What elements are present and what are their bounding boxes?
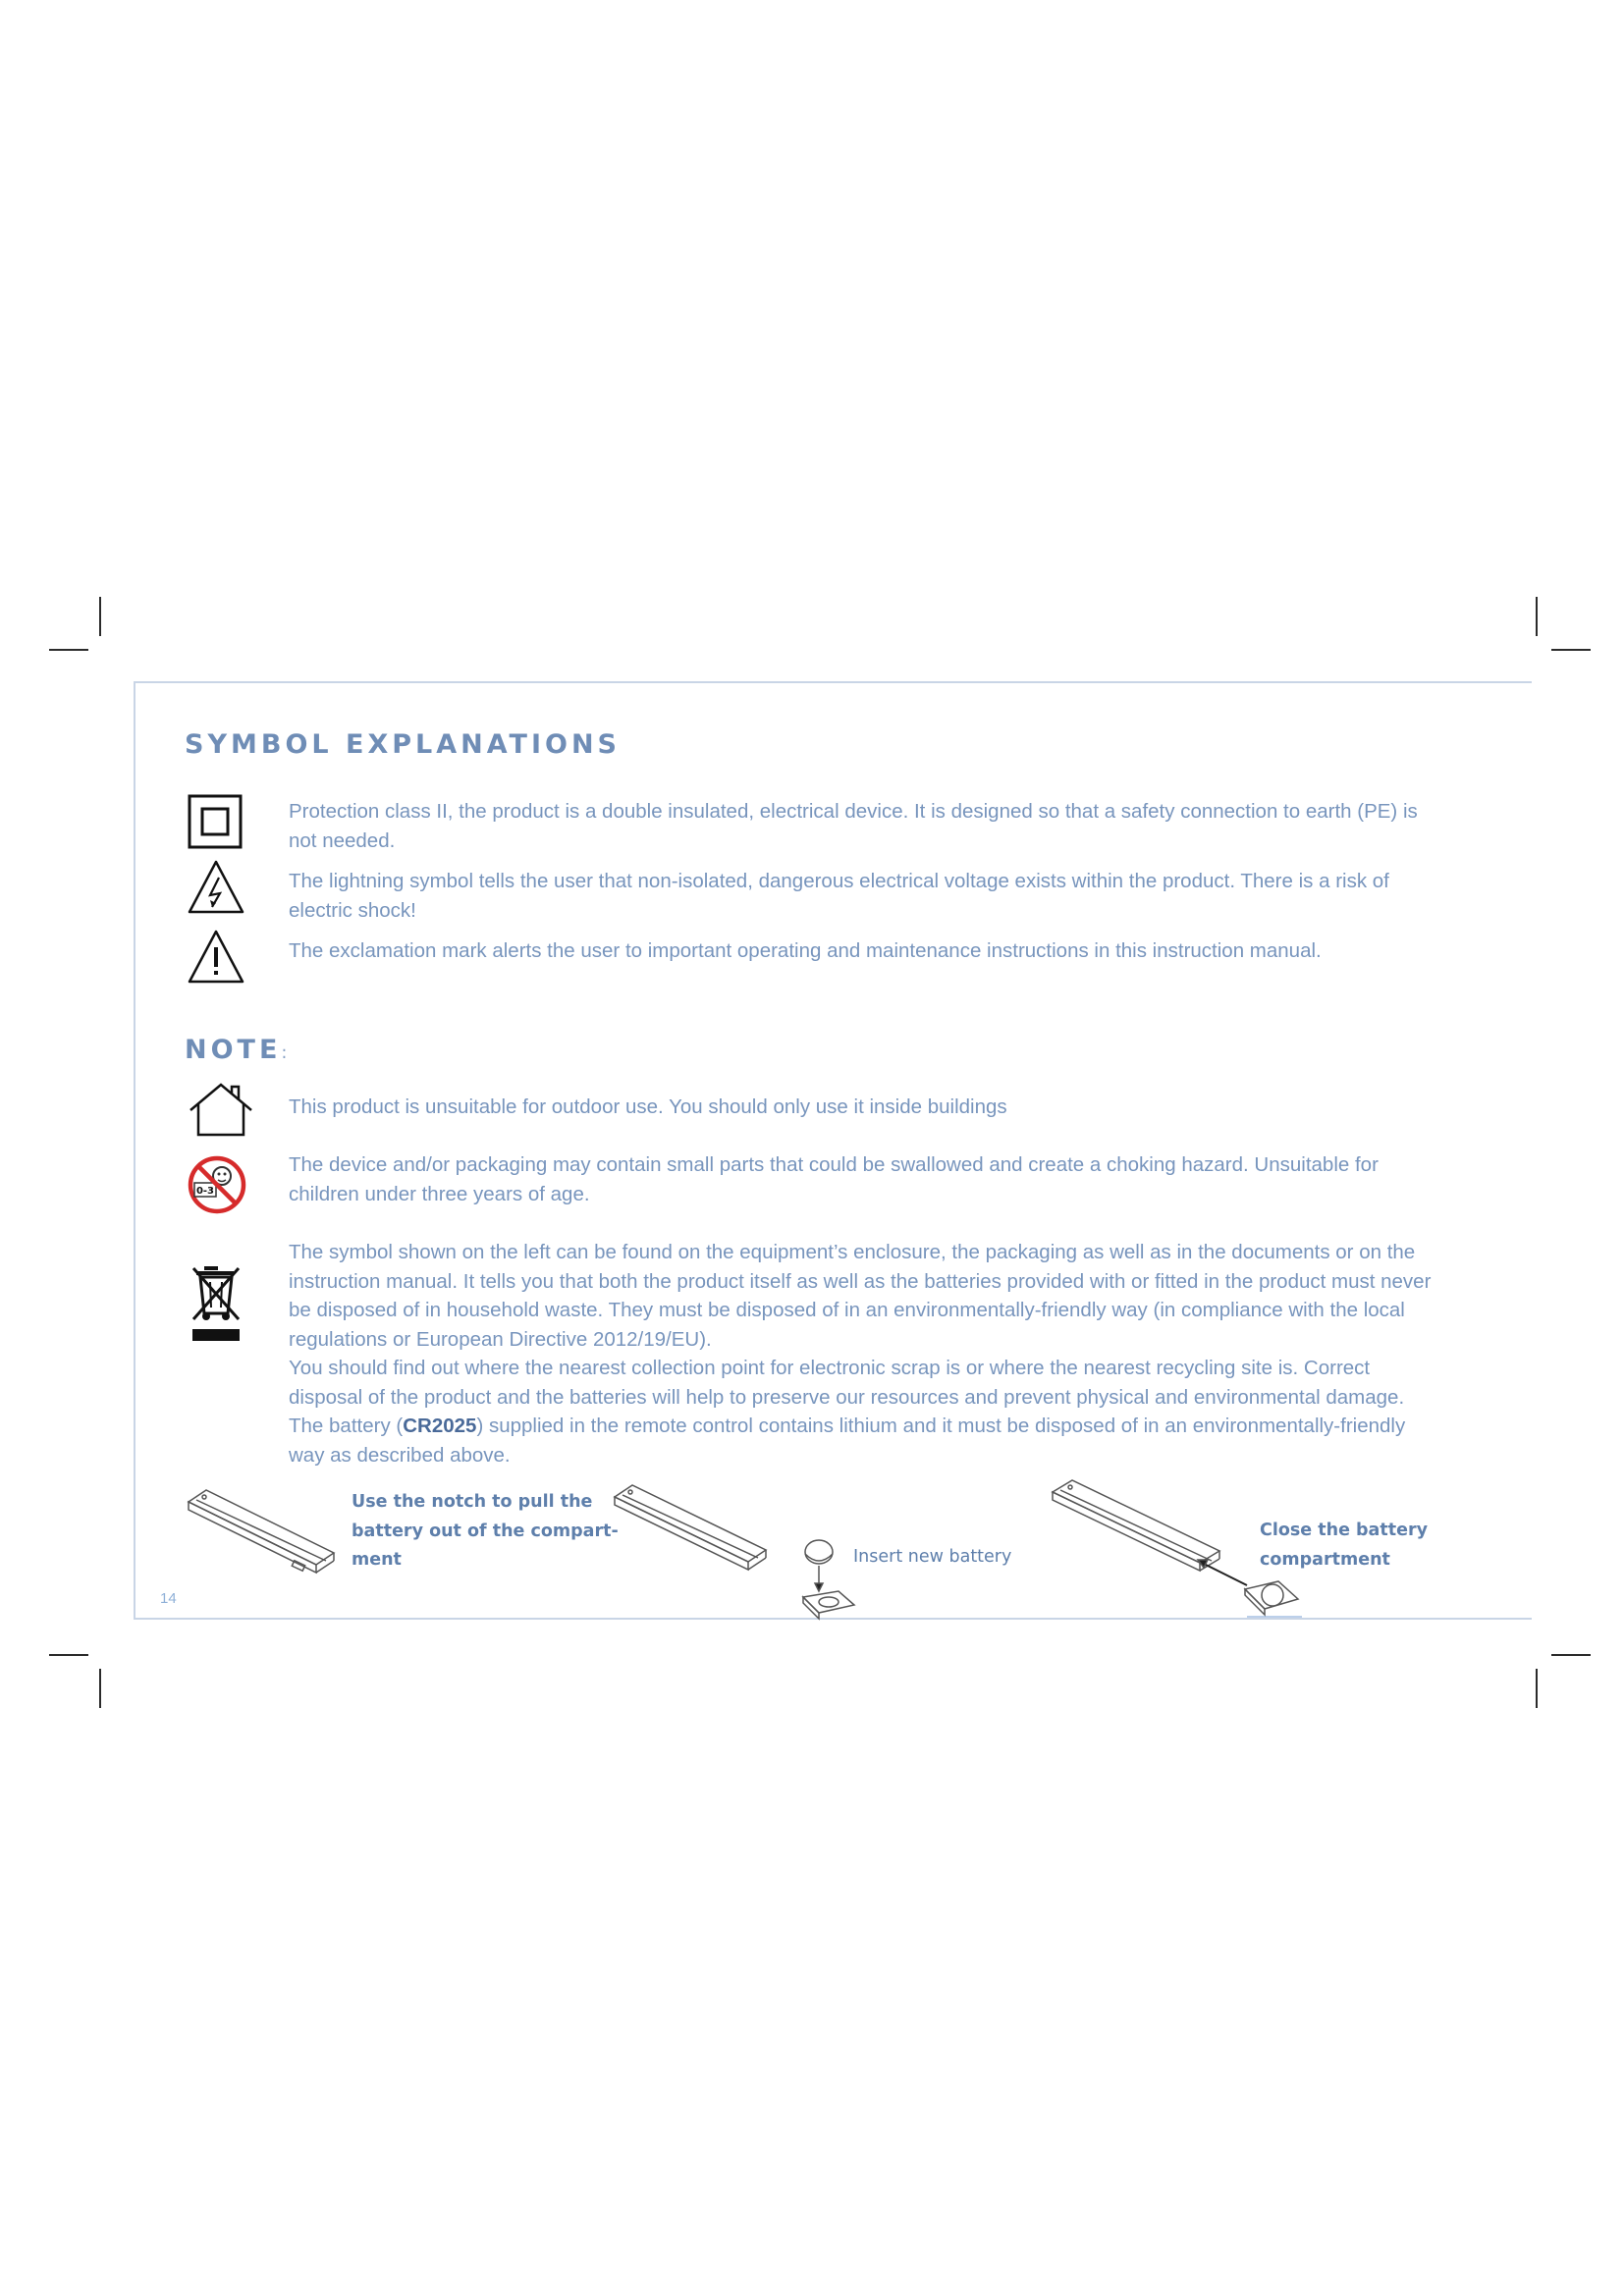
- age-badge: 0-3: [195, 1186, 215, 1197]
- section-title-symbols: SYMBOL EXPLANATIONS: [185, 729, 622, 760]
- not-for-children-0-3-icon: [187, 1154, 247, 1215]
- weee-paragraph-2-end: ) supplied in the remote control contains lithium and it must be disposed of in an environmentally-friendly way as described above.: [289, 1415, 1406, 1467]
- exclamation-warning-icon: [187, 928, 245, 985]
- note-title: NOTE: [185, 1035, 282, 1065]
- symbol-description: Protection class II, the product is a double insulated, electrical device. It is designed so that a safety connection to earth (PE) is not needed.: [289, 800, 1418, 852]
- step-3-caption: [1260, 1517, 1428, 1575]
- step-1-line-1: Use the notch to pull the: [352, 1492, 593, 1512]
- lightning-warning-icon: [187, 858, 245, 915]
- house-icon: [187, 1080, 255, 1139]
- crop-mark: [1551, 649, 1591, 651]
- note-colon: :: [281, 1042, 288, 1063]
- crop-mark: [1536, 1669, 1538, 1708]
- crop-mark: [1536, 597, 1538, 636]
- crop-mark: [99, 597, 101, 636]
- step-1-caption: [352, 1488, 619, 1575]
- step-3-line-1: Close the battery: [1260, 1521, 1429, 1540]
- remote-control-illustration: [183, 1482, 340, 1580]
- symbol-description: The exclamation mark alerts the user to important operating and maintenance instructions in this instruction manual.: [289, 939, 1322, 962]
- note-indoor-text: This product is unsuitable for outdoor use. You should only use it inside buildings: [289, 1095, 1007, 1118]
- section-title-note: [185, 1035, 288, 1065]
- crossed-out-bin-icon: [190, 1262, 242, 1345]
- step-1-line-3: ment: [352, 1550, 402, 1570]
- crop-mark: [49, 1654, 88, 1656]
- step-2-caption: Insert new battery: [853, 1547, 1012, 1567]
- crop-mark: [99, 1669, 101, 1708]
- crop-mark: [1551, 1654, 1591, 1656]
- step-1-line-2: battery out of the compart-: [352, 1521, 619, 1541]
- remote-control-illustration: [609, 1477, 776, 1575]
- note-small-parts-text: The device and/or packaging may contain small parts that could be swallowed and create a choking hazard. Unsuitable for children under three years of age.: [289, 1153, 1379, 1205]
- protection-class-ii-icon: [187, 793, 244, 850]
- crop-mark: [49, 649, 88, 651]
- battery-model: CR2025: [403, 1415, 477, 1437]
- step-3-line-2: compartment: [1260, 1549, 1390, 1570]
- weee-paragraph-1: The symbol shown on the left can be found on the equipment’s enclosure, the packaging as well as in the documents or on the instruction manual. It tells you that both the product itself as well as the batteries provided with or fitted in the product must never be disposed of in household waste. They must be disposed of in an environmentally-friendly way (in compliance with the local regulations or European Directive 2012/19/EU).: [289, 1241, 1432, 1351]
- page-number: 14: [160, 1590, 177, 1607]
- weee-paragraph-2: You should find out where the nearest collection point for electronic scrap is or where the nearest recycling site is. Correct disposal of the product and the batteries will help to preserve our resources and prevent physical and environmental damage. The battery (: [289, 1357, 1405, 1437]
- note-weee-text: [289, 1238, 1437, 1469]
- symbol-description: The lightning symbol tells the user that non-isolated, dangerous electrical voltage exists within the product. There is a risk of electric shock!: [289, 870, 1389, 922]
